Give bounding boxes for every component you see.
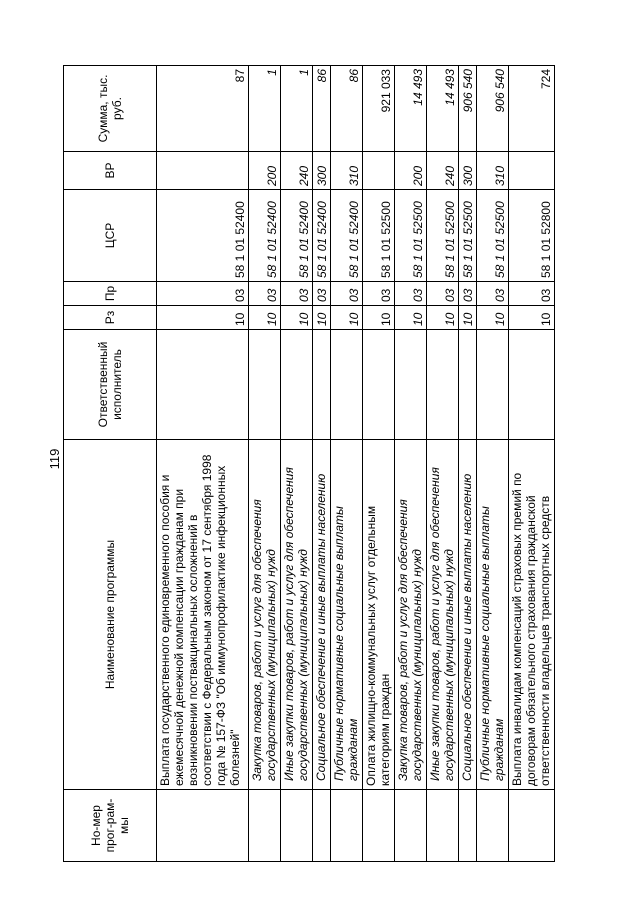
pr-cell: 03 [281, 282, 313, 306]
table-body [157, 66, 555, 862]
executor-cell [509, 330, 555, 440]
table-row [249, 66, 281, 862]
pr-cell: 03 [313, 282, 331, 306]
table-row [427, 66, 459, 862]
sum-cell: 724 [509, 66, 555, 152]
executor-cell [477, 330, 509, 440]
pr-cell: 03 [459, 282, 477, 306]
sum-cell: 1 [249, 66, 281, 152]
csr-cell: 58 1 01 52400 [157, 190, 249, 282]
rz-cell: 10 [427, 306, 459, 330]
table-row [313, 66, 331, 862]
executor-cell [427, 330, 459, 440]
rz-cell: 10 [157, 306, 249, 330]
rz-cell: 10 [313, 306, 331, 330]
sum-cell: 906 540 [477, 66, 509, 152]
program-number-cell [477, 790, 509, 862]
executor-cell [395, 330, 427, 440]
program-number-cell [363, 790, 395, 862]
sum-cell: 14 493 [427, 66, 459, 152]
vr-cell: 240 [427, 152, 459, 190]
program-name-cell: Выплата инвалидам компенсаций страховых премий по договорам обязательного страхования гражданской ответственности владельцев транспортных средств [509, 440, 555, 790]
sum-cell: 906 540 [459, 66, 477, 152]
vr-cell: 310 [331, 152, 363, 190]
sum-cell: 86 [313, 66, 331, 152]
vr-cell: 300 [459, 152, 477, 190]
csr-cell: 58 1 01 52500 [427, 190, 459, 282]
program-name-cell: Социальное обеспечение и иные выплаты населению [313, 440, 331, 790]
sum-cell: 1 [281, 66, 313, 152]
executor-cell [331, 330, 363, 440]
vr-cell: 300 [313, 152, 331, 190]
program-name-cell: Закупка товаров, работ и услуг для обеспечения государственных (муниципальных) нужд [395, 440, 427, 790]
executor-cell [459, 330, 477, 440]
rz-cell: 10 [459, 306, 477, 330]
header-program-name: Наименование программы [64, 440, 157, 790]
pr-cell: 03 [157, 282, 249, 306]
program-name-cell: Социальное обеспечение и иные выплаты населению [459, 440, 477, 790]
pr-cell: 03 [249, 282, 281, 306]
vr-cell: 310 [477, 152, 509, 190]
table-row [331, 66, 363, 862]
program-number-cell [281, 790, 313, 862]
program-number-cell [249, 790, 281, 862]
rz-cell: 10 [281, 306, 313, 330]
csr-cell: 58 1 01 52400 [313, 190, 331, 282]
csr-cell: 58 1 01 52500 [459, 190, 477, 282]
budget-table [63, 65, 555, 862]
table-row [459, 66, 477, 862]
csr-cell: 58 1 01 52500 [395, 190, 427, 282]
vr-cell: 200 [395, 152, 427, 190]
vr-cell [509, 152, 555, 190]
csr-cell: 58 1 01 52400 [281, 190, 313, 282]
page-number: 119 [47, 448, 62, 470]
executor-cell [313, 330, 331, 440]
rz-cell: 10 [509, 306, 555, 330]
table-row [363, 66, 395, 862]
table-row [509, 66, 555, 862]
csr-cell: 58 1 01 52400 [331, 190, 363, 282]
rz-cell: 10 [477, 306, 509, 330]
vr-cell: 200 [249, 152, 281, 190]
header-vr: ВР [64, 152, 157, 190]
pr-cell: 03 [509, 282, 555, 306]
program-name-cell: Публичные нормативные социальные выплаты гражданам [331, 440, 363, 790]
pr-cell: 03 [331, 282, 363, 306]
pr-cell: 03 [477, 282, 509, 306]
rz-cell: 10 [395, 306, 427, 330]
vr-cell [157, 152, 249, 190]
sum-cell: 921 033 [363, 66, 395, 152]
csr-cell: 58 1 01 52400 [249, 190, 281, 282]
executor-cell [249, 330, 281, 440]
header-program-number: Но-мер прог-рам-мы [64, 790, 157, 862]
pr-cell: 03 [427, 282, 459, 306]
rz-cell: 10 [331, 306, 363, 330]
program-name-cell: Оплата жилищно-коммунальных услуг отдельным категориям граждан [363, 440, 395, 790]
sum-cell: 86 [331, 66, 363, 152]
header-pr: Пр [64, 282, 157, 306]
program-number-cell [427, 790, 459, 862]
table-row [477, 66, 509, 862]
sum-cell: 87 [157, 66, 249, 152]
program-number-cell [509, 790, 555, 862]
vr-cell: 240 [281, 152, 313, 190]
program-number-cell [331, 790, 363, 862]
executor-cell [363, 330, 395, 440]
rz-cell: 10 [363, 306, 395, 330]
program-number-cell [459, 790, 477, 862]
program-name-cell: Иные закупки товаров, работ и услуг для обеспечения государственных (муниципальных) нужд [427, 440, 459, 790]
executor-cell [157, 330, 249, 440]
header-csr: ЦСР [64, 190, 157, 282]
csr-cell: 58 1 01 52500 [477, 190, 509, 282]
table-row [157, 66, 249, 862]
header-row [64, 66, 157, 862]
program-number-cell [313, 790, 331, 862]
csr-cell: 58 1 01 52500 [363, 190, 395, 282]
header-rz: Рз [64, 306, 157, 330]
header-sum: Сумма, тыс. руб. [64, 66, 157, 152]
csr-cell: 58 1 01 52800 [509, 190, 555, 282]
sum-cell: 14 493 [395, 66, 427, 152]
program-name-cell: Закупка товаров, работ и услуг для обеспечения государственных (муниципальных) нужд [249, 440, 281, 790]
vr-cell [363, 152, 395, 190]
table-row [281, 66, 313, 862]
program-number-cell [157, 790, 249, 862]
program-number-cell [395, 790, 427, 862]
rz-cell: 10 [249, 306, 281, 330]
table-row [395, 66, 427, 862]
program-name-cell: Иные закупки товаров, работ и услуг для обеспечения государственных (муниципальных) нужд [281, 440, 313, 790]
pr-cell: 03 [395, 282, 427, 306]
program-name-cell: Публичные нормативные социальные выплаты гражданам [477, 440, 509, 790]
executor-cell [281, 330, 313, 440]
header-executor: Ответственный исполнитель [64, 330, 157, 440]
pr-cell: 03 [363, 282, 395, 306]
program-name-cell: Выплата государственного единовременного пособия и ежемесячной денежной компенсации гражданам при возникновении поствакцинальных осложнений в соответствии с Федеральным законом от 17 сентября 1998 года № 157-ФЗ "Об иммунопрофилактике инфекционных болезней" [157, 440, 249, 790]
budget-table-container [63, 66, 569, 862]
